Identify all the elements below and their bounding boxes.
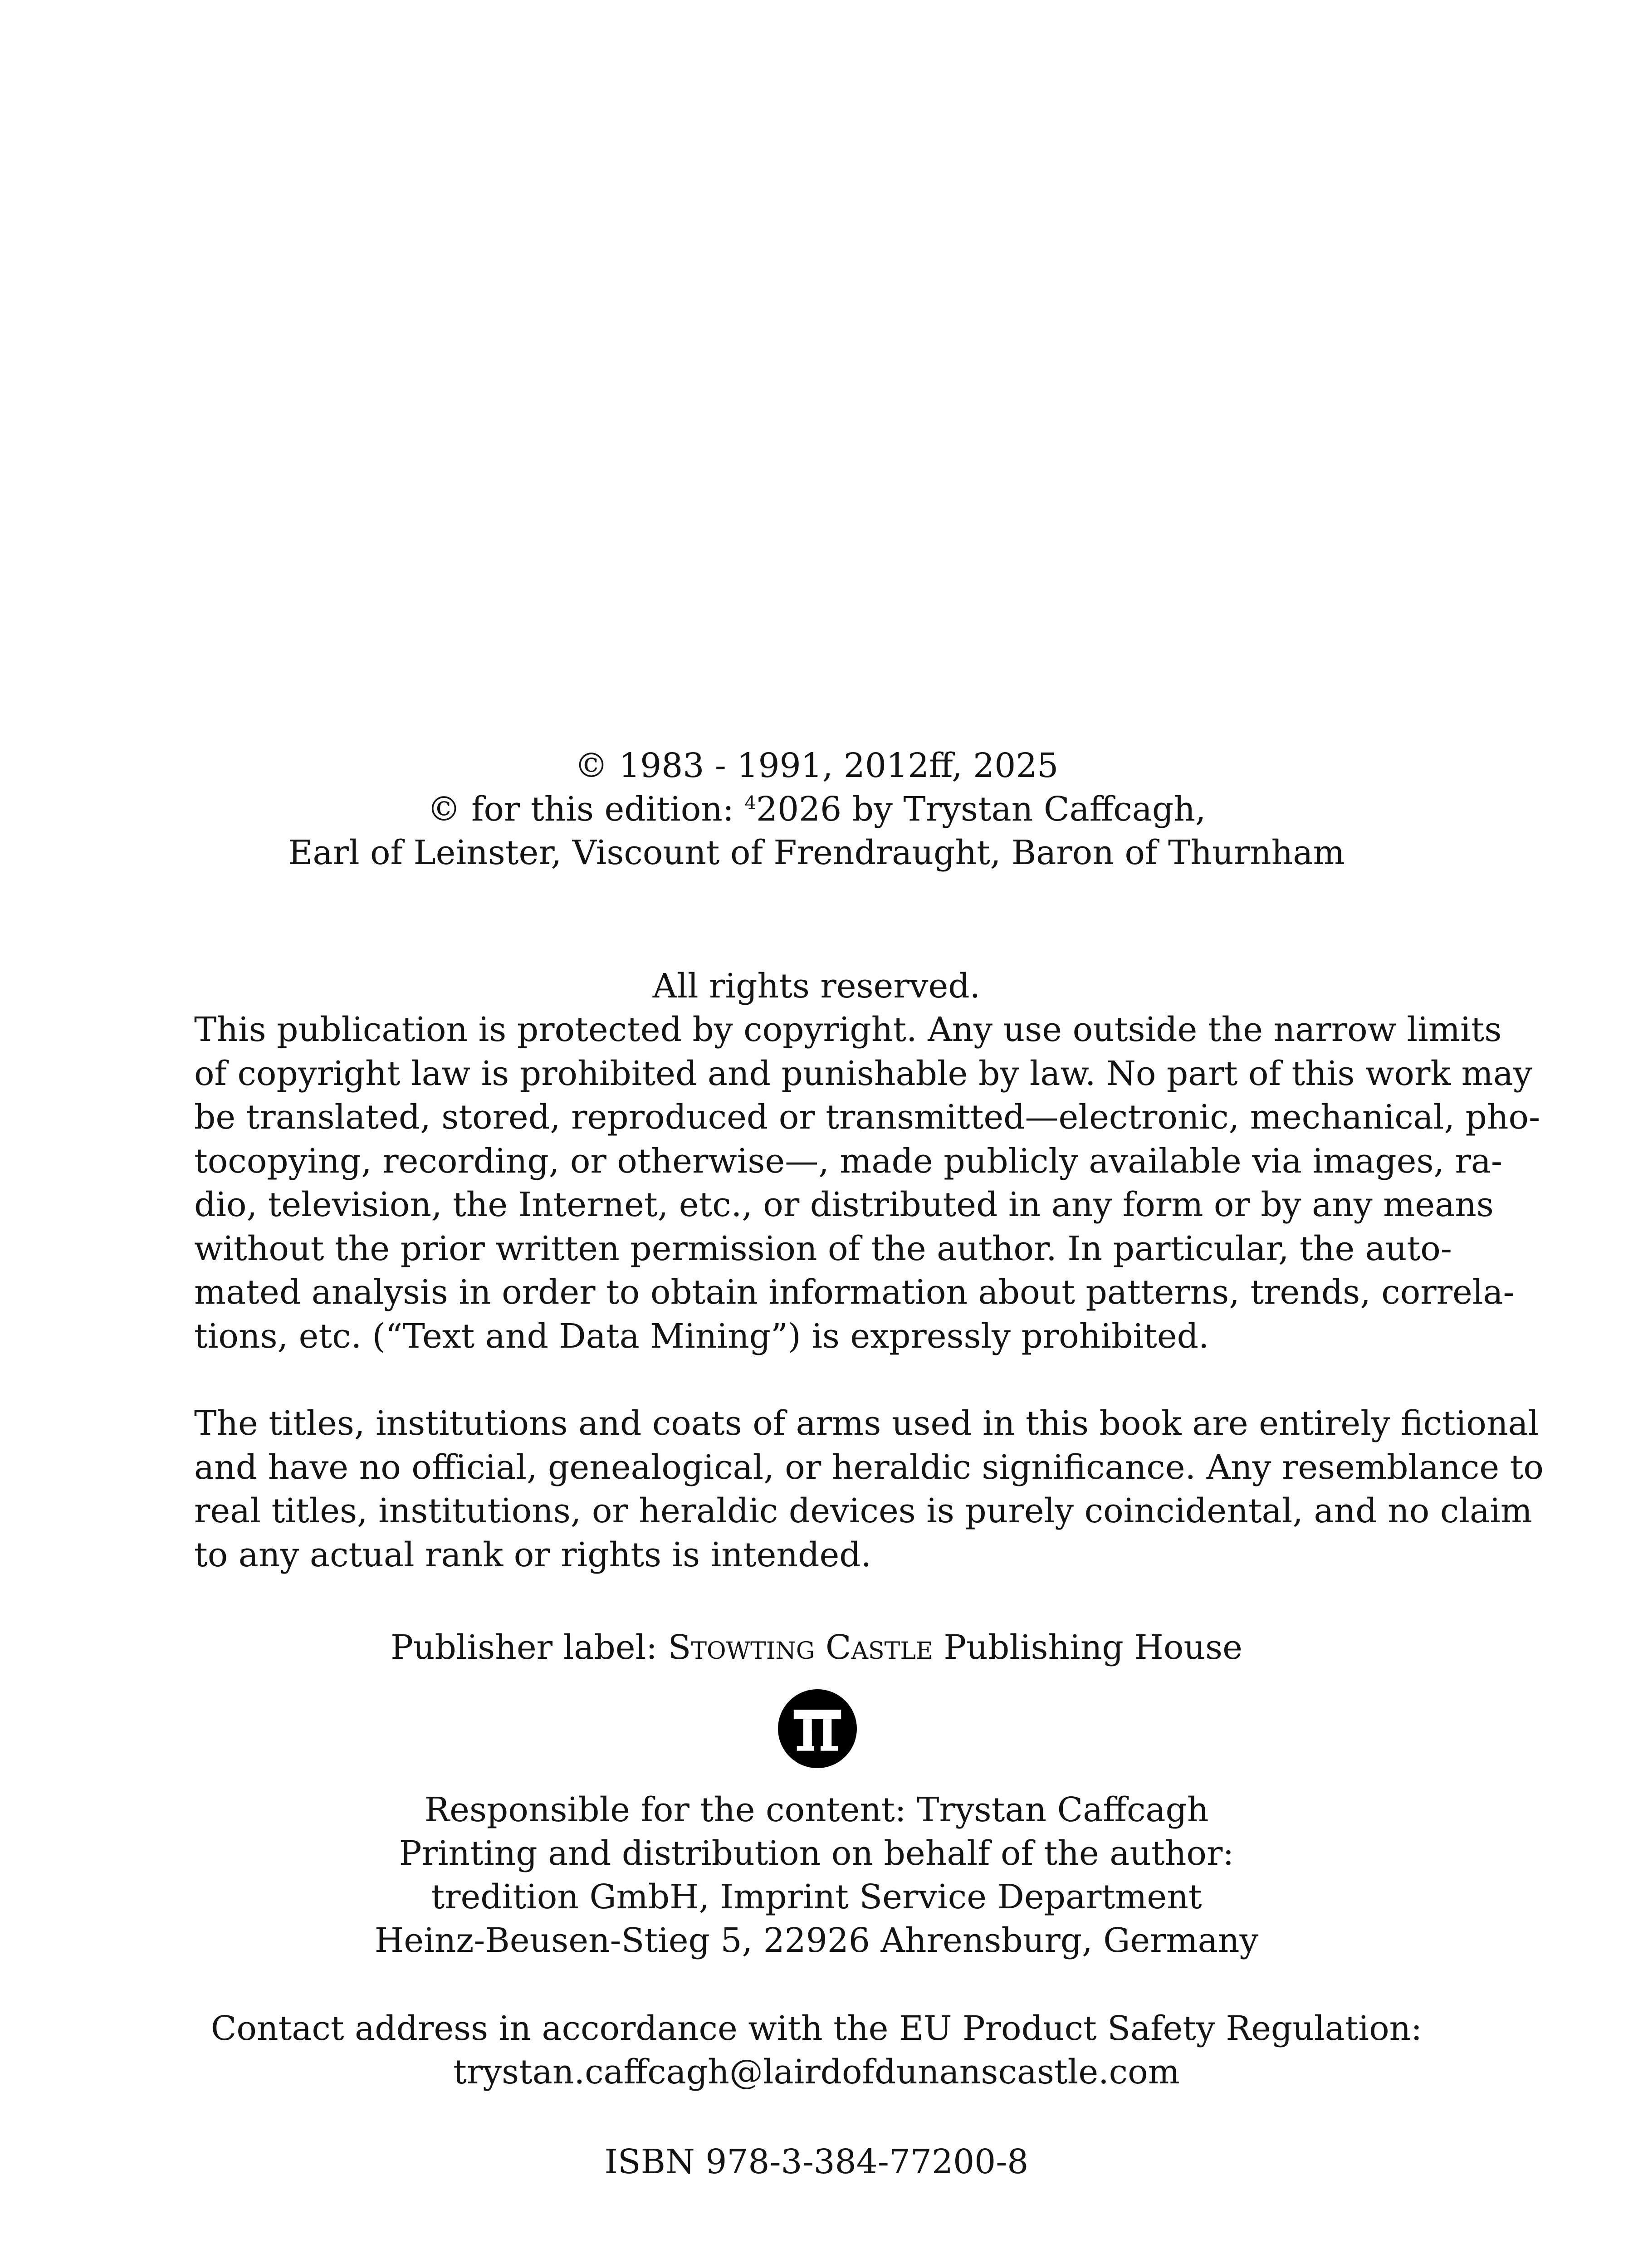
printing-distribution: Printing and distribution on behalf of the author: xyxy=(399,1834,1234,1873)
disclaimer-paragraph xyxy=(194,1402,1544,1577)
copyright-edition-suffix: 2026 by Trystan Caffcagh, xyxy=(756,790,1206,829)
publisher-label-suffix: Publishing House xyxy=(933,1628,1242,1667)
copyright-years: © 1983 - 1991, 2012ff, 2025 xyxy=(574,746,1059,785)
author-titles: Earl of Leinster, Viscount of Frendraught, Baron of Thurnham xyxy=(288,833,1345,872)
printer-address: Heinz-Beusen-Stieg 5, 22926 Ahrensburg, Germany xyxy=(374,1921,1259,1960)
publisher-logo-icon xyxy=(778,1689,857,1768)
publisher-label xyxy=(136,1626,1497,1669)
publisher-name: Stowting Castle xyxy=(668,1628,933,1667)
rights-line: dio, television, the Internet, etc., or distributed in any form or by any means xyxy=(194,1185,1494,1224)
edition-number: 4 xyxy=(744,792,756,814)
rights-line: mated analysis in order to obtain information about patterns, trends, correla- xyxy=(194,1273,1515,1312)
rights-line: without the prior written permission of the author. In particular, the auto- xyxy=(194,1229,1452,1268)
disclaimer-line: The titles, institutions and coats of arms used in this book are entirely fictional xyxy=(194,1404,1539,1443)
printer-name: tredition GmbH, Imprint Service Department xyxy=(431,1877,1202,1916)
rights-line: This publication is protected by copyright. Any use outside the narrow limits xyxy=(194,1010,1502,1049)
rights-line: tions, etc. (“Text and Data Mining”) is expressly prohibited. xyxy=(194,1316,1209,1356)
rights-line: of copyright law is prohibited and punishable by law. No part of this work may xyxy=(194,1054,1532,1093)
responsible-for-content: Responsible for the content: Trystan Caffcagh xyxy=(424,1790,1209,1829)
rights-paragraph xyxy=(194,1008,1540,1358)
contact-email: trystan.caffcagh@lairdofdunanscastle.com xyxy=(453,2053,1180,2092)
disclaimer-line: to any actual rank or rights is intended. xyxy=(194,1535,872,1574)
rights-line: be translated, stored, reproduced or transmitted—electronic, mechanical, pho- xyxy=(194,1098,1540,1137)
publisher-label-prefix: Publisher label: xyxy=(391,1628,668,1667)
isbn: ISBN 978-3-384-77200-8 xyxy=(604,2142,1029,2181)
copyright-edition-prefix: © for this edition: xyxy=(427,790,745,829)
copyright-edition xyxy=(136,787,1497,831)
rights-heading: All rights reserved. xyxy=(652,967,981,1006)
disclaimer-line: and have no official, genealogical, or heraldic significance. Any resemblance to xyxy=(194,1447,1544,1487)
disclaimer-line: real titles, institutions, or heraldic devices is purely coincidental, and no claim xyxy=(194,1491,1532,1530)
rights-line: tocopying, recording, or otherwise—, made publicly available via images, ra- xyxy=(194,1141,1502,1181)
contact-statement: Contact address in accordance with the EU Product Safety Regulation: xyxy=(210,2009,1423,2048)
